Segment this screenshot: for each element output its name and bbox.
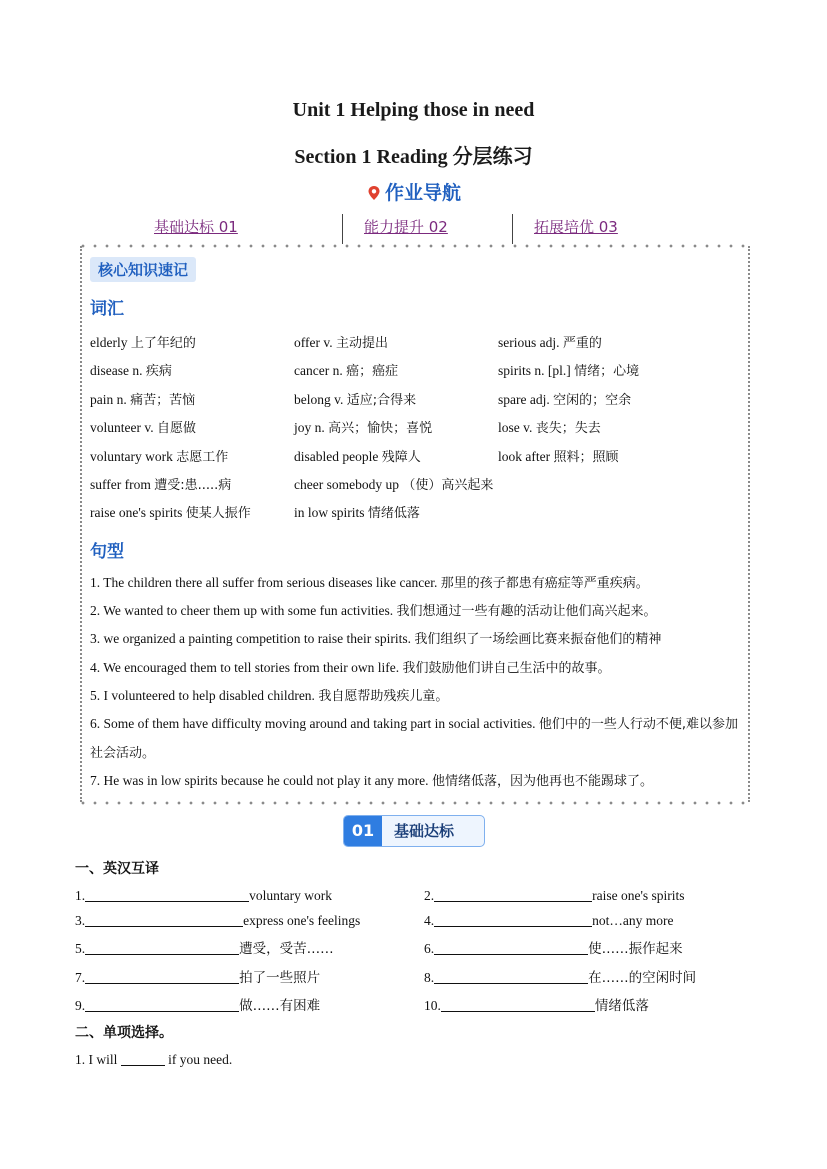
sentence-item: 4. We encouraged them to tell stories from their own life. 我们鼓励他们讲自己生活中的故事。 [90,660,611,676]
vocab-item: suffer from 遭受:患.....病 [90,477,232,493]
vocab-item: pain n. 痛苦；苦恼 [90,392,196,408]
sentence-item: 3. we organized a painting competition to raise their spirits. 我们组织了一场绘画比赛来振奋他们的精神 [90,631,662,647]
vocab-item: belong v. 适应;合得来 [294,392,417,408]
nav-title: 作业导航 [384,182,461,204]
vocab-item: spare adj. 空闲的；空余 [498,392,632,408]
nav-link-extend[interactable]: 拓展培优 03 [534,218,618,236]
sentence-item: 1. The children there all suffer from serious diseases like cancer. 那里的孩子都患有癌症等严重疾病。 [90,575,649,591]
vocab-item: look after 照料；照顾 [498,449,619,465]
nav-link-improve[interactable]: 能力提升 02 [364,218,448,236]
vocab-item: volunteer v. 自愿做 [90,420,196,436]
location-pin-icon [366,185,382,201]
vocab-item: joy n. 高兴；愉快；喜悦 [294,420,433,436]
exercise-item: 2. raise one's spirits [424,888,685,903]
box-border-bottom [80,800,748,806]
vocab-heading: 词汇 [90,299,124,319]
sentence-item: 2. We wanted to cheer them up with some fun activities. 我们想通过一些有趣的活动让他们高兴起来。 [90,603,657,619]
answer-blank[interactable] [85,887,249,902]
knowledge-badge: 核心知识速记 [90,257,196,282]
exercise-item: 6. 使……振作起来 [424,941,683,957]
exercise-item: 1. voluntary work [75,888,332,903]
vocab-item: serious adj. 严重的 [498,335,602,351]
vocab-item: disease n. 疾病 [90,363,172,379]
sentence-item: 7. He was in low spirits because he could not play it any more. 他情绪低落，因为他再也不能踢球了。 [90,773,653,789]
exercise-item: 4. not…any more [424,913,674,928]
vocab-item: disabled people 残障人 [294,449,421,465]
question-heading-translation: 一、英汉互译 [75,861,159,877]
answer-blank[interactable] [434,969,588,984]
answer-blank[interactable] [434,940,588,955]
answer-blank[interactable] [121,1051,165,1066]
homework-nav [0,214,827,244]
choice-question: 1. I will if you need. [75,1052,233,1067]
page-subtitle: Section 1 Reading 分层练习 [294,146,533,168]
answer-blank[interactable] [85,997,239,1012]
answer-blank[interactable] [434,887,592,902]
vocab-item: offer v. 主动提出 [294,335,388,351]
answer-blank[interactable] [85,969,239,984]
vocab-item: raise one's spirits 使某人振作 [90,505,251,521]
vocab-item: lose v. 丧失；失去 [498,420,601,436]
section-label: 基础达标 [394,822,455,840]
sentence-item: 5. I volunteered to help disabled children. 我自愿帮助残疾儿童。 [90,688,449,704]
section-badge [343,815,485,847]
sentence-heading: 句型 [90,542,124,562]
vocab-item: cancer n. 癌；癌症 [294,363,399,379]
answer-blank[interactable] [434,912,592,927]
exercise-item: 7. 拍了一些照片 [75,970,321,986]
answer-blank[interactable] [85,940,239,955]
exercise-item: 9. 做……有困难 [75,998,321,1014]
vocab-item: cheer somebody up （使）高兴起来 [294,477,494,493]
exercise-item: 5. 遭受，受苦…… [75,941,334,957]
page-title: Unit 1 Helping those in need [292,99,535,121]
question-heading-choice: 二、单项选择。 [75,1025,173,1041]
answer-blank[interactable] [85,912,243,927]
exercise-item: 10. 情绪低落 [424,998,649,1014]
nav-divider [342,214,343,244]
answer-blank[interactable] [441,997,595,1012]
vocab-item: in low spirits 情绪低落 [294,505,420,521]
vocab-item: elderly 上了年纪的 [90,335,196,351]
section-number: 01 [344,816,382,846]
nav-link-basic[interactable]: 基础达标 01 [154,218,238,236]
sentence-item: 6. Some of them have difficulty moving around and taking part in social activities. 他们中的一些人行动不便,难以参加社会活动。 [90,716,739,761]
nav-divider [512,214,513,244]
vocab-item: spirits n. [pl.] 情绪；心境 [498,363,640,379]
exercise-item: 8. 在……的空闲时间 [424,970,697,986]
vocab-item: voluntary work 志愿工作 [90,449,229,465]
homework-nav-heading [0,178,827,205]
exercise-item: 3. express one's feelings [75,913,361,928]
